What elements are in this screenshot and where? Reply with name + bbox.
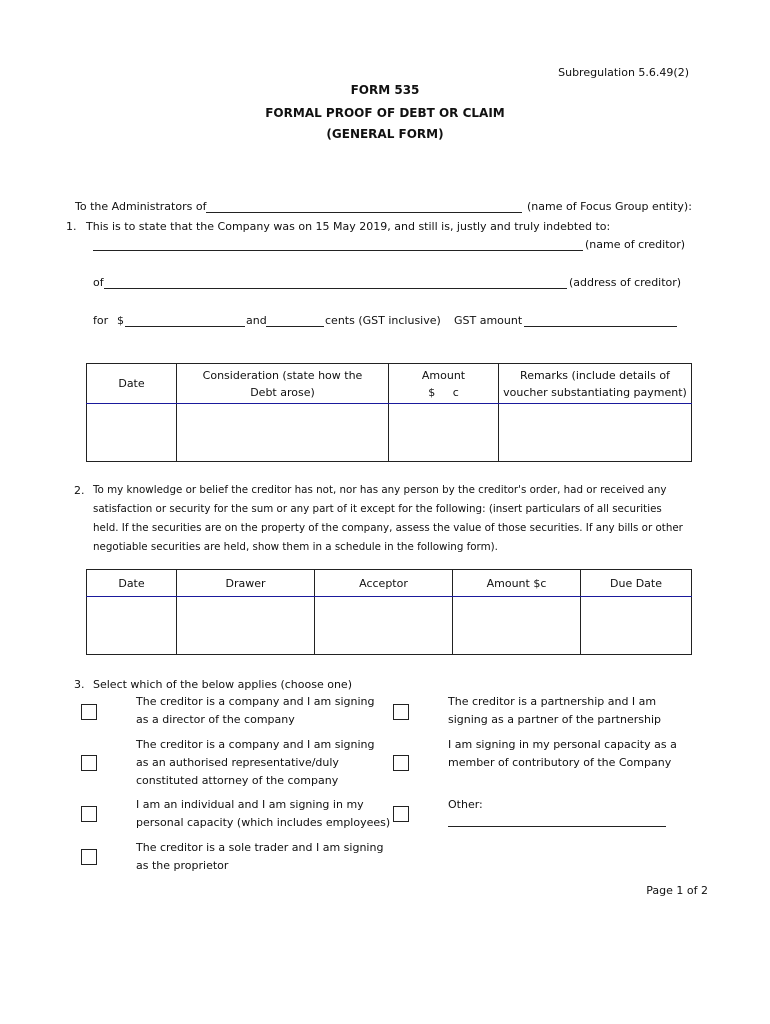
- option-individual: I am an individual and I am signing in my personal capacity (which includes employees): [136, 798, 391, 829]
- option-sole-trader: The creditor is a sole trader and I am signing as the proprietor: [136, 841, 384, 872]
- creditor-name-label: (name of creditor): [585, 238, 686, 251]
- dollar-sign: $: [117, 314, 124, 327]
- administrators-prefix: To the Administrators of: [75, 200, 207, 213]
- debt-cell-date[interactable]: [87, 404, 177, 462]
- form-title: FORMAL PROOF OF DEBT OR CLAIM: [265, 106, 505, 120]
- debt-cell-amount[interactable]: [389, 404, 499, 462]
- other-text-field[interactable]: [448, 826, 666, 827]
- securities-cell-amount[interactable]: [453, 597, 581, 655]
- option-partner: The creditor is a partnership and I am signing as a partner of the partnership: [448, 695, 661, 726]
- creditor-address-field[interactable]: [104, 288, 567, 289]
- item2-line1: To my knowledge or belief the creditor has not, nor has any person by the creditor's order, had or received any: [93, 484, 667, 496]
- item2-number: 2.: [74, 484, 85, 497]
- debt-cell-consideration[interactable]: [177, 404, 389, 462]
- checkbox-member[interactable]: [393, 755, 409, 771]
- item1-text: This is to state that the Company was on 15 May 2019, and still is, justly and truly indebted to:: [86, 220, 611, 233]
- creditor-name-field[interactable]: [93, 250, 583, 251]
- debt-table: [86, 363, 692, 462]
- dollars-field[interactable]: [125, 326, 245, 327]
- entity-name-field[interactable]: [206, 212, 522, 213]
- debt-col-remarks: Remarks (include details of voucher substantiating payment): [499, 364, 692, 404]
- debt-col-consideration: Consideration (state how the Debt arose): [177, 364, 389, 404]
- checkbox-partner[interactable]: [393, 704, 409, 720]
- option-member: I am signing in my personal capacity as a member of contributory of the Company: [448, 738, 677, 769]
- item2-line3: held. If the securities are on the property of the company, assess the value of those securities. If any bills or other: [93, 522, 683, 534]
- securities-table: [86, 569, 692, 655]
- creditor-address-label: (address of creditor): [569, 276, 682, 289]
- debt-col-amount: Amount $ c: [389, 364, 499, 404]
- gst-label: GST amount: [454, 314, 523, 327]
- gst-amount-field[interactable]: [524, 326, 677, 327]
- form-number: FORM 535: [350, 83, 420, 97]
- checkbox-director[interactable]: [81, 704, 97, 720]
- administrators-suffix: (name of Focus Group entity):: [527, 200, 692, 213]
- item2-line2: satisfaction or security for the sum or any part of it except for the following: (insert particulars of all securities: [93, 503, 662, 515]
- subregulation-ref: Subregulation 5.6.49(2): [558, 66, 689, 79]
- securities-header-date: Date: [87, 570, 177, 597]
- item2-line4: negotiable securities are held, show them in a schedule in the following form).: [93, 541, 498, 553]
- item3-heading: Select which of the below applies (choose one): [93, 678, 352, 691]
- securities-cell-acceptor[interactable]: [315, 597, 453, 655]
- option-other-label: Other:: [448, 798, 483, 811]
- form-subtitle: (GENERAL FORM): [326, 127, 444, 141]
- and-label: and: [246, 314, 267, 327]
- checkbox-individual[interactable]: [81, 806, 97, 822]
- securities-cell-date[interactable]: [87, 597, 177, 655]
- cents-label: cents (GST inclusive): [325, 314, 441, 327]
- securities-header-drawer: Drawer: [177, 570, 315, 597]
- page-number: Page 1 of 2: [646, 884, 708, 897]
- securities-header-amount: Amount $c: [453, 570, 581, 597]
- option-director: The creditor is a company and I am signing as a director of the company: [136, 695, 375, 726]
- for-label: for: [93, 314, 109, 327]
- securities-cell-drawer[interactable]: [177, 597, 315, 655]
- debt-cell-remarks[interactable]: [499, 404, 692, 462]
- securities-header-due-date: Due Date: [581, 570, 692, 597]
- securities-header-acceptor: Acceptor: [315, 570, 453, 597]
- cents-field[interactable]: [266, 326, 324, 327]
- of-label: of: [93, 276, 104, 289]
- checkbox-sole-trader[interactable]: [81, 849, 97, 865]
- item1-number: 1.: [66, 220, 77, 233]
- item3-number: 3.: [74, 678, 85, 691]
- checkbox-other[interactable]: [393, 806, 409, 822]
- securities-cell-due-date[interactable]: [581, 597, 692, 655]
- option-representative: The creditor is a company and I am signing as an authorised representative/duly constituted attorney of the company: [136, 738, 375, 787]
- checkbox-representative[interactable]: [81, 755, 97, 771]
- debt-col-date: Date: [87, 364, 177, 404]
